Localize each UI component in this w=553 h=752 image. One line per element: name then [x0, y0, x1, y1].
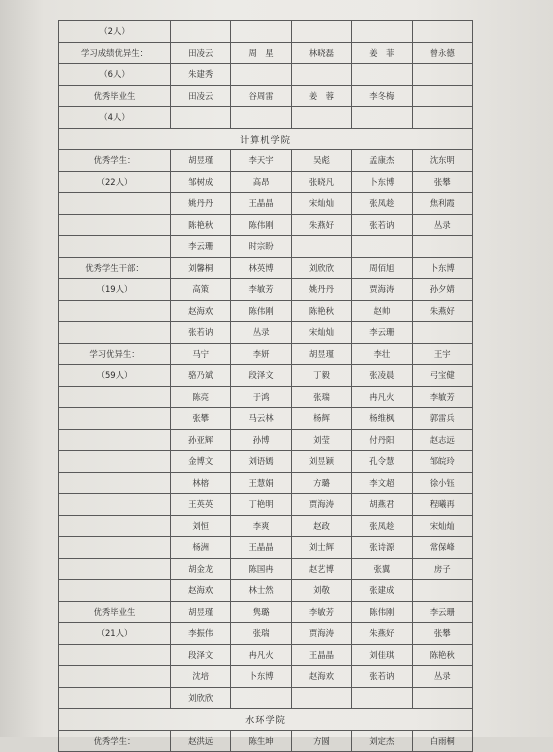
name-cell: 沈东明 [412, 150, 472, 172]
name-cell: 贾海涛 [352, 279, 412, 301]
name-cell: 胡金龙 [171, 558, 231, 580]
name-cell: 王慧娟 [231, 472, 291, 494]
section-header-row [59, 709, 473, 731]
name-cell: 骆乃斌 [171, 365, 231, 387]
name-cell: 姚丹丹 [171, 193, 231, 215]
category-cell [59, 451, 171, 473]
category-cell: 优秀学生： [59, 730, 171, 752]
name-cell: 张诗源 [352, 537, 412, 559]
table-row [59, 343, 473, 365]
table-row [59, 730, 473, 752]
name-cell: 张凌晨 [352, 365, 412, 387]
name-cell: 赵帅 [352, 300, 412, 322]
name-cell: 白雨桐 [412, 730, 472, 752]
name-cell [291, 107, 351, 129]
name-cell: 王宇 [412, 343, 472, 365]
name-cell: 陈艳秋 [291, 300, 351, 322]
name-cell: 李爽 [231, 515, 291, 537]
name-cell: 高策 [171, 279, 231, 301]
name-cell [231, 107, 291, 129]
name-cell [171, 21, 231, 43]
name-cell: 方圆 [291, 730, 351, 752]
name-cell: 张晓凡 [291, 171, 351, 193]
name-cell: 冉凡火 [231, 644, 291, 666]
name-cell: 陈伟刚 [231, 300, 291, 322]
table-row [59, 687, 473, 709]
category-cell: （2人） [59, 21, 171, 43]
name-cell: 刘士辉 [291, 537, 351, 559]
category-cell: 学习优异生： [59, 343, 171, 365]
name-cell: 周佰旭 [352, 257, 412, 279]
table-row [59, 666, 473, 688]
name-cell: 李妍 [231, 343, 291, 365]
category-cell [59, 494, 171, 516]
table-row [59, 64, 473, 86]
name-cell: 王晶晶 [291, 644, 351, 666]
name-cell: 丁艳明 [231, 494, 291, 516]
name-cell [412, 580, 472, 602]
name-cell: 陈艳秋 [171, 214, 231, 236]
category-cell [59, 515, 171, 537]
category-cell: （59人） [59, 365, 171, 387]
name-cell: 冉凡火 [352, 386, 412, 408]
name-cell [171, 107, 231, 129]
category-cell [59, 408, 171, 430]
name-cell: 陈艳秋 [412, 644, 472, 666]
name-cell: 孙夕婧 [412, 279, 472, 301]
name-cell: 张若讷 [352, 214, 412, 236]
table-row [59, 515, 473, 537]
name-cell: 高昂 [231, 171, 291, 193]
name-cell: 刘莹 [291, 429, 351, 451]
name-cell [412, 236, 472, 258]
table-row [59, 601, 473, 623]
name-cell: 胡昱瑾 [171, 601, 231, 623]
name-cell: 李天宇 [231, 150, 291, 172]
name-cell [291, 236, 351, 258]
name-cell: 宋灿灿 [412, 515, 472, 537]
category-cell [59, 644, 171, 666]
name-cell: 孙亚辉 [171, 429, 231, 451]
table-row [59, 42, 473, 64]
table-row [59, 537, 473, 559]
name-cell: 朱建秀 [171, 64, 231, 86]
name-cell: 张若讷 [352, 666, 412, 688]
table-row [59, 408, 473, 430]
name-cell [412, 687, 472, 709]
name-cell: 赵政 [291, 515, 351, 537]
name-cell [352, 107, 412, 129]
name-cell: 孔令慧 [352, 451, 412, 473]
name-cell: 卜东博 [352, 171, 412, 193]
name-cell: 刘定杰 [352, 730, 412, 752]
name-cell: 谷周雷 [231, 85, 291, 107]
award-roster-table [58, 20, 473, 752]
name-cell: 李壮 [352, 343, 412, 365]
name-cell: 丛录 [412, 214, 472, 236]
name-cell: 丛录 [231, 322, 291, 344]
name-cell: 焦利霞 [412, 193, 472, 215]
name-cell [291, 687, 351, 709]
name-cell: 郭雷兵 [412, 408, 472, 430]
roster-body [59, 21, 473, 752]
name-cell: 丛录 [412, 666, 472, 688]
name-cell: 陈生坤 [231, 730, 291, 752]
name-cell: 林榕 [171, 472, 231, 494]
name-cell: 张翼 [352, 558, 412, 580]
name-cell: 刘语嫣 [231, 451, 291, 473]
name-cell: 孟康杰 [352, 150, 412, 172]
category-cell: 学习成绩优异生： [59, 42, 171, 64]
name-cell [231, 687, 291, 709]
table-row [59, 386, 473, 408]
name-cell: 胡昱瑾 [291, 343, 351, 365]
name-cell: 周 星 [231, 42, 291, 64]
table-row [59, 300, 473, 322]
table-row [59, 214, 473, 236]
name-cell: 李敏芳 [291, 601, 351, 623]
name-cell: 李云珊 [412, 601, 472, 623]
name-cell [291, 64, 351, 86]
name-cell: 赵洪远 [171, 730, 231, 752]
category-cell [59, 666, 171, 688]
name-cell [412, 107, 472, 129]
name-cell: 金博文 [171, 451, 231, 473]
name-cell: 赵海欢 [171, 580, 231, 602]
name-cell: 姜 菲 [352, 42, 412, 64]
name-cell [412, 64, 472, 86]
category-cell [59, 558, 171, 580]
name-cell: 林英博 [231, 257, 291, 279]
name-cell: 刘欣欣 [291, 257, 351, 279]
name-cell: 朱燕好 [291, 214, 351, 236]
name-cell [291, 21, 351, 43]
table-row [59, 558, 473, 580]
name-cell: 房子 [412, 558, 472, 580]
table-row [59, 21, 473, 43]
category-cell [59, 429, 171, 451]
name-cell: 杨洲 [171, 537, 231, 559]
name-cell: 李云珊 [352, 322, 412, 344]
name-cell: 曾永德 [412, 42, 472, 64]
name-cell: 陈伟刚 [352, 601, 412, 623]
category-cell [59, 580, 171, 602]
name-cell: 马云林 [231, 408, 291, 430]
name-cell: 李冬梅 [352, 85, 412, 107]
category-cell [59, 537, 171, 559]
name-cell: 张瑞 [291, 386, 351, 408]
name-cell: 张瑞 [231, 623, 291, 645]
name-cell: 李振伟 [171, 623, 231, 645]
table-row [59, 472, 473, 494]
name-cell: 段泽文 [171, 644, 231, 666]
name-cell: 胡燕君 [352, 494, 412, 516]
name-cell: 徐小钰 [412, 472, 472, 494]
name-cell: 李文超 [352, 472, 412, 494]
name-cell: 付丹阳 [352, 429, 412, 451]
category-cell: 优秀毕业生 [59, 85, 171, 107]
name-cell [231, 21, 291, 43]
name-cell: 张建成 [352, 580, 412, 602]
category-cell [59, 214, 171, 236]
name-cell: 李敏芳 [412, 386, 472, 408]
table-row [59, 107, 473, 129]
name-cell: 刘昱颖 [291, 451, 351, 473]
name-cell: 林士然 [231, 580, 291, 602]
name-cell: 陈国冉 [231, 558, 291, 580]
name-cell: 张凤趁 [352, 193, 412, 215]
table-row [59, 451, 473, 473]
name-cell: 宋灿灿 [291, 193, 351, 215]
table-row [59, 150, 473, 172]
table-row [59, 193, 473, 215]
name-cell: 张若讷 [171, 322, 231, 344]
category-cell: （22人） [59, 171, 171, 193]
name-cell: 隽璐 [231, 601, 291, 623]
name-cell [231, 64, 291, 86]
name-cell: 段泽文 [231, 365, 291, 387]
table-row [59, 322, 473, 344]
name-cell: 张攀 [412, 171, 472, 193]
table-row [59, 580, 473, 602]
table-row [59, 623, 473, 645]
table-row [59, 429, 473, 451]
category-cell [59, 472, 171, 494]
category-cell [59, 687, 171, 709]
category-cell: 优秀学生干部： [59, 257, 171, 279]
name-cell: 刘敬 [291, 580, 351, 602]
name-cell: 王英英 [171, 494, 231, 516]
name-cell: 贾海涛 [291, 494, 351, 516]
name-cell: 田凌云 [171, 42, 231, 64]
name-cell: 宋灿灿 [291, 322, 351, 344]
name-cell: 马宁 [171, 343, 231, 365]
section-title: 计算机学院 [59, 128, 473, 150]
name-cell: 刘欣欣 [171, 687, 231, 709]
category-cell [59, 193, 171, 215]
name-cell [352, 687, 412, 709]
category-cell: （19人） [59, 279, 171, 301]
category-cell: （21人） [59, 623, 171, 645]
category-cell: （6人） [59, 64, 171, 86]
name-cell: 孙博 [231, 429, 291, 451]
name-cell: 于鸿 [231, 386, 291, 408]
name-cell: 方璐 [291, 472, 351, 494]
name-cell: 邹树成 [171, 171, 231, 193]
table-row [59, 171, 473, 193]
name-cell: 常保峰 [412, 537, 472, 559]
category-cell: 优秀学生： [59, 150, 171, 172]
name-cell: 王晶晶 [231, 193, 291, 215]
name-cell [352, 236, 412, 258]
name-cell: 胡昱瑾 [171, 150, 231, 172]
category-cell [59, 300, 171, 322]
name-cell: 程曦再 [412, 494, 472, 516]
name-cell: 陈伟刚 [231, 214, 291, 236]
name-cell: 杨辉 [291, 408, 351, 430]
name-cell: 弓宝健 [412, 365, 472, 387]
name-cell: 朱燕好 [412, 300, 472, 322]
name-cell: 刘佳琪 [352, 644, 412, 666]
name-cell: 杨维枫 [352, 408, 412, 430]
name-cell: 张凤趁 [352, 515, 412, 537]
name-cell: 卜东博 [231, 666, 291, 688]
name-cell: 田凌云 [171, 85, 231, 107]
name-cell: 沈培 [171, 666, 231, 688]
name-cell: 丁毅 [291, 365, 351, 387]
name-cell: 林晓磊 [291, 42, 351, 64]
table-row [59, 644, 473, 666]
name-cell: 时宗盼 [231, 236, 291, 258]
name-cell: 赵海欢 [171, 300, 231, 322]
table-row [59, 365, 473, 387]
name-cell: 赵志远 [412, 429, 472, 451]
name-cell: 陈亮 [171, 386, 231, 408]
category-cell: （4人） [59, 107, 171, 129]
name-cell [412, 85, 472, 107]
name-cell [412, 21, 472, 43]
name-cell: 李敏芳 [231, 279, 291, 301]
table-row [59, 279, 473, 301]
table-row [59, 257, 473, 279]
category-cell: 优秀毕业生 [59, 601, 171, 623]
name-cell: 赵海欢 [291, 666, 351, 688]
category-cell [59, 386, 171, 408]
name-cell: 姜 蓉 [291, 85, 351, 107]
name-cell: 贾海涛 [291, 623, 351, 645]
section-header-row [59, 128, 473, 150]
name-cell: 姚丹丹 [291, 279, 351, 301]
name-cell: 刘恒 [171, 515, 231, 537]
name-cell: 张攀 [171, 408, 231, 430]
table-row [59, 85, 473, 107]
name-cell: 吴彪 [291, 150, 351, 172]
name-cell: 王晶晶 [231, 537, 291, 559]
table-row [59, 494, 473, 516]
name-cell [352, 64, 412, 86]
name-cell [352, 21, 412, 43]
name-cell: 邹皖玲 [412, 451, 472, 473]
name-cell: 李云珊 [171, 236, 231, 258]
category-cell [59, 236, 171, 258]
name-cell: 张攀 [412, 623, 472, 645]
table-row [59, 236, 473, 258]
name-cell: 卜东博 [412, 257, 472, 279]
name-cell: 朱燕好 [352, 623, 412, 645]
name-cell: 赵艺博 [291, 558, 351, 580]
name-cell [412, 322, 472, 344]
section-title: 水环学院 [59, 709, 473, 731]
category-cell [59, 322, 171, 344]
name-cell: 刘馨桐 [171, 257, 231, 279]
